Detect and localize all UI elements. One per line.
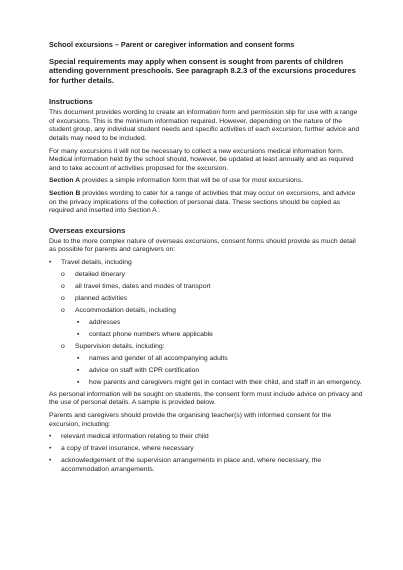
bullet-marker: • — [49, 445, 52, 453]
section-a-label: Section A — [49, 177, 81, 185]
square-marker: ▪ — [77, 354, 80, 362]
list-item — [49, 307, 363, 316]
privacy-paragraph: As personal information will be sought on students, the consent form must include advice on privacy and the use of personal details. A sample is provided below. — [49, 390, 363, 407]
circle-marker: o — [61, 270, 65, 278]
accommodation-details-label: Accommodation details, including — [75, 306, 176, 314]
section-b-label: Section B — [49, 189, 81, 197]
overseas-intro: Due to the more complex nature of overseas excursions, consent forms should provide as much detail as possible for parents and caregivers on: — [49, 237, 356, 254]
list-item: • relevant medical information relating to their child — [49, 433, 209, 441]
instructions-paragraph-2: For many excursions it will not be necessary to collect a new excursions medical information form. Medical information held by the school should, however, be updated at least annually and as required and to take account of activities proposed for the excursion. — [49, 147, 354, 172]
list-item: o detailed itinerary — [61, 270, 125, 278]
travel-details-label: Travel details, including — [61, 258, 132, 266]
bullet-marker: • — [49, 433, 52, 441]
bullet-marker: • — [49, 258, 52, 266]
overseas-details-list — [49, 259, 363, 387]
special-requirements-note: Special requirements may apply when consent is sought from parents of children attending government preschools. See paragraph 8.2.3 of the excursions procedures for further details. — [49, 57, 356, 85]
list-item — [49, 259, 363, 268]
instructions-paragraph-1: This document provides wording to create an information form and permission slip for use with a range of excursions. This is the minimum information required. However, depending on the nature of the student group, any individual student needs and specific activities of each excursion, further advice and details may need to be included. — [49, 109, 360, 142]
square-marker: ▪ — [77, 318, 80, 326]
list-item: ▪ advice on staff with CPR certification — [77, 366, 200, 374]
section-b-paragraph — [49, 190, 363, 216]
list-item: ▪ addresses — [77, 318, 121, 326]
square-marker: ▪ — [77, 366, 80, 374]
document-title: School excursions – Parent or caregiver information and consent forms — [49, 40, 295, 49]
circle-marker: o — [61, 294, 65, 302]
consent-list — [49, 433, 363, 474]
list-item: o planned activities — [61, 294, 128, 302]
instructions-heading: Instructions — [49, 97, 93, 107]
circle-marker: o — [61, 342, 65, 350]
list-item: ▪ contact phone numbers where applicable — [77, 330, 213, 338]
list-item: ▪ how parents and caregivers might get in contact with their child, and staff in an emergency. — [77, 378, 362, 386]
circle-marker: o — [61, 306, 65, 314]
bullet-marker: • — [49, 457, 52, 465]
list-item: o all travel times, dates and modes of transport — [61, 282, 211, 290]
square-marker: ▪ — [77, 330, 80, 338]
list-item: • acknowledgement of the supervision arrangements in place and, where necessary, the accommodation arrangements. — [49, 457, 322, 473]
section-b-text: provides wording to cater for a range of activities that may occur on excursions, and advice on the privacy implications of the collection of personal data. These sections should be copied as required and inserted into Section A . — [49, 189, 356, 215]
section-a-text: provides a simple information form that will be of use for most excursions. — [80, 177, 303, 185]
supervision-details-label: Supervision details, including: — [75, 342, 165, 350]
square-marker: ▪ — [77, 378, 80, 386]
consent-intro: Parents and caregivers should provide the organising teacher(s) with informed consent for the excursion, including: — [49, 411, 332, 428]
section-a-paragraph — [49, 177, 363, 186]
overseas-heading: Overseas excursions — [49, 225, 126, 235]
list-item: • a copy of travel insurance, where necessary — [49, 445, 194, 453]
circle-marker: o — [61, 282, 65, 290]
list-item: ▪ names and gender of all accompanying adults — [77, 354, 228, 362]
list-item — [49, 343, 363, 352]
